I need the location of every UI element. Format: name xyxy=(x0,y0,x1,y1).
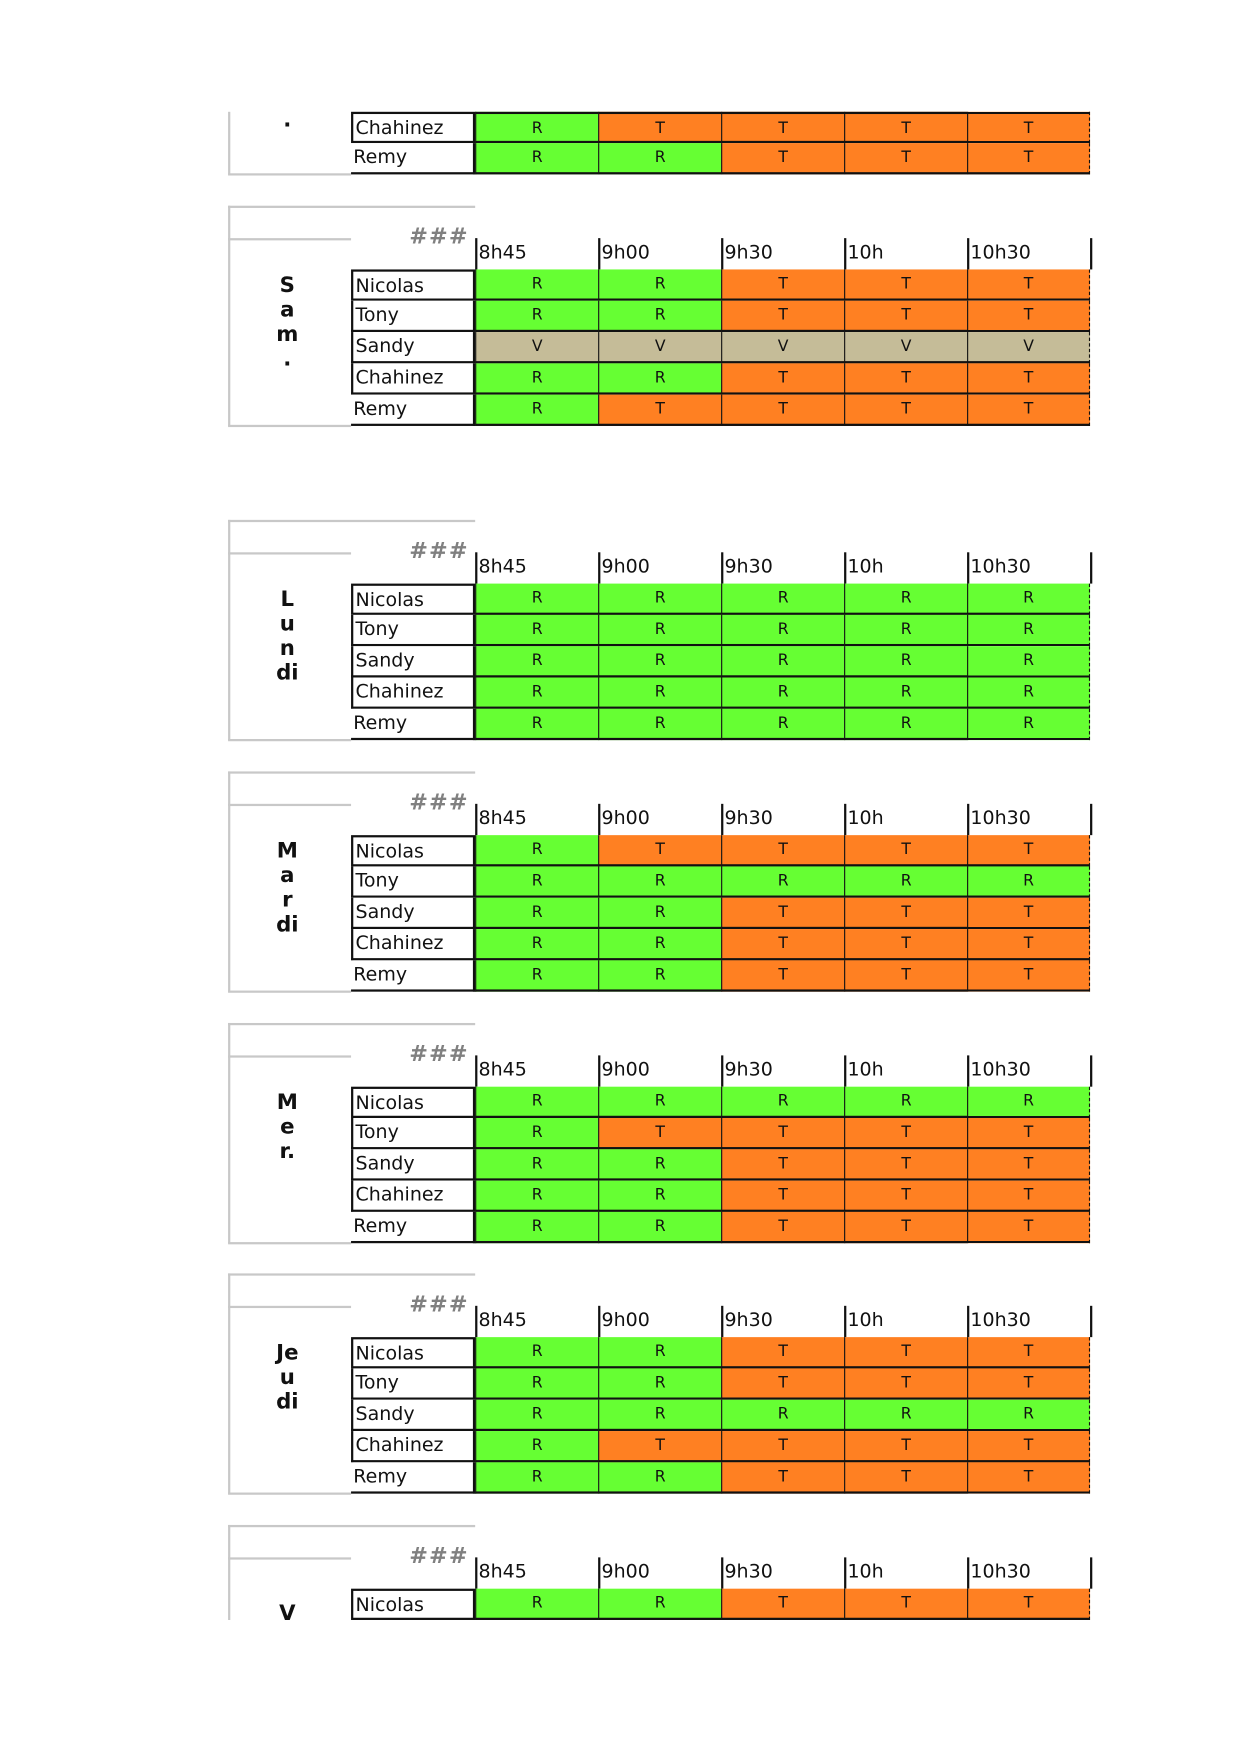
schedule-cell: R xyxy=(598,1589,721,1620)
time-header: 9h30 xyxy=(724,1309,773,1332)
schedule-cell: R xyxy=(475,395,598,426)
time-tick xyxy=(721,804,723,835)
schedule-cell: T xyxy=(721,143,844,174)
hash-overflow: ### xyxy=(409,536,469,564)
frame-line xyxy=(228,739,351,741)
schedule-cell: T xyxy=(967,929,1090,960)
schedule-cell: T xyxy=(721,269,844,300)
employee-name: Tony xyxy=(351,866,475,897)
schedule-cell: R xyxy=(475,709,598,740)
frame-line xyxy=(228,520,475,522)
schedule-cell: R xyxy=(475,960,598,991)
schedule-cell: T xyxy=(844,929,967,960)
schedule-cell: R xyxy=(598,960,721,991)
schedule-cell: R xyxy=(475,835,598,866)
schedule-cell: T xyxy=(721,1181,844,1212)
time-header: 10h xyxy=(847,1560,884,1584)
time-tick xyxy=(598,804,600,835)
schedule-cell: T xyxy=(844,1181,967,1212)
schedule-cell: R xyxy=(967,584,1090,615)
time-tick xyxy=(475,1557,477,1588)
schedule-cell: T xyxy=(967,1589,1090,1620)
schedule-cell: R xyxy=(598,898,721,929)
time-header: 9h00 xyxy=(601,241,650,264)
schedule-cell: R xyxy=(844,1400,967,1431)
schedule-cell: R xyxy=(475,1118,598,1149)
time-header: 9h30 xyxy=(724,1058,773,1082)
schedule-cell: T xyxy=(967,898,1090,929)
employee-name: Chahinez xyxy=(351,112,475,143)
frame-line xyxy=(228,1306,351,1308)
hash-overflow: ### xyxy=(409,1541,469,1569)
employee-name: Tony xyxy=(351,1368,475,1399)
schedule-cell: R xyxy=(475,646,598,677)
schedule-cell: T xyxy=(844,898,967,929)
time-header: 9h00 xyxy=(601,1058,650,1082)
time-header: 10h30 xyxy=(970,1560,1031,1584)
schedule-cell: R xyxy=(598,1368,721,1399)
schedule-cell: R xyxy=(475,1400,598,1431)
schedule-cell: R xyxy=(844,615,967,646)
schedule-cell: T xyxy=(967,1431,1090,1462)
schedule-cell: T xyxy=(721,1431,844,1462)
time-header: 9h30 xyxy=(724,1560,773,1584)
schedule-cell: R xyxy=(475,1087,598,1118)
time-tick xyxy=(1090,552,1092,583)
time-header: 9h30 xyxy=(724,807,773,830)
day-label: V xyxy=(279,1600,296,1626)
schedule-cell: R xyxy=(721,584,844,615)
schedule-cell: R xyxy=(475,363,598,394)
time-tick xyxy=(967,552,969,583)
schedule-cell: R xyxy=(967,866,1090,897)
time-header: 9h00 xyxy=(601,555,650,579)
schedule-cell: R xyxy=(967,1087,1090,1118)
schedule-cell: R xyxy=(475,1368,598,1399)
schedule-cell: T xyxy=(967,363,1090,394)
employee-name: Remy xyxy=(351,395,475,426)
frame-line xyxy=(228,206,475,208)
time-tick xyxy=(1090,238,1092,269)
time-tick xyxy=(844,1557,846,1588)
schedule-cell: R xyxy=(967,1400,1090,1431)
schedule-cell: T xyxy=(721,363,844,394)
schedule-cell: T xyxy=(721,898,844,929)
time-tick xyxy=(598,552,600,583)
employee-name: Chahinez xyxy=(351,678,475,709)
time-tick xyxy=(721,238,723,269)
day-label: Lundi xyxy=(276,586,299,686)
frame-line xyxy=(228,1273,475,1275)
time-header: 9h00 xyxy=(601,807,650,830)
schedule-cell: R xyxy=(475,1589,598,1620)
schedule-cell: R xyxy=(475,1181,598,1212)
time-header: 8h45 xyxy=(478,241,527,264)
schedule-cell: R xyxy=(475,584,598,615)
schedule-cell: R xyxy=(967,646,1090,677)
schedule-cell: R xyxy=(598,584,721,615)
time-tick xyxy=(844,238,846,269)
schedule-cell: R xyxy=(721,709,844,740)
time-tick xyxy=(844,552,846,583)
day-label: Mer. xyxy=(276,1090,298,1164)
schedule-cell: T xyxy=(967,1181,1090,1212)
schedule-cell: R xyxy=(721,1087,844,1118)
time-header: 10h30 xyxy=(970,1309,1031,1332)
schedule-cell: T xyxy=(844,1337,967,1368)
employee-name: Tony xyxy=(351,301,475,332)
schedule-cell: R xyxy=(598,1462,721,1493)
time-tick xyxy=(1090,1557,1092,1588)
time-header: 9h30 xyxy=(724,555,773,579)
schedule-cell: R xyxy=(475,929,598,960)
schedule-cell: T xyxy=(844,363,967,394)
schedule-cell: R xyxy=(475,301,598,332)
employee-name: Chahinez xyxy=(351,363,475,394)
employee-name: Chahinez xyxy=(351,1431,475,1462)
schedule-cell: T xyxy=(967,1149,1090,1180)
frame-line xyxy=(228,552,351,554)
schedule-cell: R xyxy=(598,646,721,677)
schedule-cell: T xyxy=(721,1212,844,1243)
schedule-cell: T xyxy=(844,835,967,866)
day-label: . xyxy=(283,107,292,132)
time-tick xyxy=(1090,1055,1092,1086)
schedule-cell: T xyxy=(844,269,967,300)
schedule-cell: R xyxy=(967,615,1090,646)
schedule-cell: R xyxy=(598,301,721,332)
schedule-cell: R xyxy=(598,1181,721,1212)
schedule-cell: R xyxy=(475,143,598,174)
time-header: 8h45 xyxy=(478,1058,527,1082)
employee-name: Remy xyxy=(351,1462,475,1493)
time-header: 9h00 xyxy=(601,1560,650,1584)
schedule-cell: R xyxy=(844,709,967,740)
time-tick xyxy=(598,1055,600,1086)
schedule-cell: T xyxy=(721,395,844,426)
schedule-cell: T xyxy=(844,1462,967,1493)
schedule-cell: T xyxy=(844,301,967,332)
schedule-cell: R xyxy=(844,584,967,615)
schedule-cell: R xyxy=(475,1431,598,1462)
schedule-cell: T xyxy=(721,1149,844,1180)
schedule-cell: T xyxy=(598,835,721,866)
schedule-cell: T xyxy=(967,1212,1090,1243)
time-tick xyxy=(721,1055,723,1086)
schedule-cell: R xyxy=(844,1087,967,1118)
time-tick xyxy=(1090,804,1092,835)
hash-overflow: ### xyxy=(409,1039,469,1067)
employee-name: Nicolas xyxy=(351,1337,475,1368)
schedule-cell: T xyxy=(967,301,1090,332)
schedule-cell: R xyxy=(721,678,844,709)
time-tick xyxy=(475,1306,477,1337)
schedule-cell: T xyxy=(844,1118,967,1149)
frame-line xyxy=(228,112,230,175)
time-tick xyxy=(721,1557,723,1588)
schedule-cell: R xyxy=(721,646,844,677)
employee-name: Nicolas xyxy=(351,835,475,866)
schedule-cell: R xyxy=(598,1212,721,1243)
schedule-cell: T xyxy=(598,395,721,426)
time-tick xyxy=(475,804,477,835)
frame-line xyxy=(228,173,351,175)
day-label: Mardi xyxy=(276,838,299,937)
schedule-cell: T xyxy=(844,1149,967,1180)
time-tick xyxy=(475,238,477,269)
schedule-cell: R xyxy=(475,1462,598,1493)
schedule-cell: R xyxy=(844,678,967,709)
schedule-cell: R xyxy=(721,1400,844,1431)
time-tick xyxy=(967,238,969,269)
schedule-cell: R xyxy=(475,1337,598,1368)
schedule-cell: T xyxy=(721,1462,844,1493)
schedule-cell: R xyxy=(475,866,598,897)
schedule-cell: T xyxy=(721,1118,844,1149)
frame-line xyxy=(228,1242,351,1244)
schedule-cell: T xyxy=(844,395,967,426)
frame-line xyxy=(228,1557,351,1559)
day-label: Jeudi xyxy=(276,1340,299,1415)
employee-name: Chahinez xyxy=(351,1181,475,1212)
frame-line xyxy=(228,425,351,427)
frame-line xyxy=(228,1023,475,1025)
time-tick xyxy=(475,1055,477,1086)
schedule-cell: T xyxy=(721,112,844,143)
schedule-cell: T xyxy=(967,395,1090,426)
schedule-cell: R xyxy=(598,363,721,394)
schedule-cell: R xyxy=(598,269,721,300)
time-header: 8h45 xyxy=(478,555,527,579)
frame-line xyxy=(228,1525,230,1620)
employee-name: Sandy xyxy=(351,646,475,677)
frame-line xyxy=(228,804,351,806)
employee-name: Sandy xyxy=(351,1149,475,1180)
schedule-cell: T xyxy=(967,112,1090,143)
time-tick xyxy=(475,552,477,583)
schedule-cell: R xyxy=(721,615,844,646)
schedule-cell: T xyxy=(598,1118,721,1149)
schedule-cell: T xyxy=(967,1368,1090,1399)
time-header: 10h30 xyxy=(970,807,1031,830)
schedule-cell: R xyxy=(475,112,598,143)
employee-name: Tony xyxy=(351,1118,475,1149)
schedule-cell: V xyxy=(844,332,967,363)
schedule-cell: R xyxy=(598,143,721,174)
schedule-cell: T xyxy=(721,929,844,960)
employee-name: Nicolas xyxy=(351,1087,475,1118)
time-header: 10h xyxy=(847,1309,884,1332)
frame-line xyxy=(228,771,475,773)
schedule-cell: T xyxy=(721,301,844,332)
schedule-cell: T xyxy=(967,143,1090,174)
schedule-cell: V xyxy=(598,332,721,363)
time-header: 10h xyxy=(847,807,884,830)
schedule-cell: T xyxy=(721,960,844,991)
day-label: Sam. xyxy=(276,272,299,372)
time-tick xyxy=(967,1557,969,1588)
schedule-cell: R xyxy=(475,678,598,709)
schedule-cell: T xyxy=(844,143,967,174)
schedule-cell: R xyxy=(475,269,598,300)
employee-name: Chahinez xyxy=(351,929,475,960)
schedule-cell: V xyxy=(475,332,598,363)
time-tick xyxy=(967,1055,969,1086)
frame-line xyxy=(228,1493,351,1495)
schedule-cell: T xyxy=(967,1462,1090,1493)
schedule-cell: T xyxy=(721,1589,844,1620)
schedule-cell: T xyxy=(967,960,1090,991)
employee-name: Remy xyxy=(351,143,475,174)
time-tick xyxy=(844,1055,846,1086)
employee-name: Tony xyxy=(351,615,475,646)
schedule-cell: R xyxy=(598,678,721,709)
schedule-cell: T xyxy=(967,269,1090,300)
schedule-cell: T xyxy=(721,1368,844,1399)
schedule-cell: R xyxy=(475,1149,598,1180)
schedule-cell: T xyxy=(598,112,721,143)
schedule-cell: R xyxy=(844,866,967,897)
time-tick xyxy=(1090,1306,1092,1337)
schedule-cell: R xyxy=(598,615,721,646)
frame-line xyxy=(228,1055,351,1057)
time-header: 10h30 xyxy=(970,1058,1031,1082)
time-header: 8h45 xyxy=(478,1309,527,1332)
time-tick xyxy=(844,1306,846,1337)
time-tick xyxy=(598,1306,600,1337)
time-header: 10h30 xyxy=(970,555,1031,579)
schedule-cell: R xyxy=(844,646,967,677)
schedule-cell: R xyxy=(598,1337,721,1368)
time-header: 10h xyxy=(847,241,884,264)
hash-overflow: ### xyxy=(409,222,469,250)
time-header: 10h30 xyxy=(970,241,1031,264)
schedule-cell: R xyxy=(475,615,598,646)
schedule-cell: T xyxy=(844,112,967,143)
schedule-cell: T xyxy=(844,1431,967,1462)
schedule-cell: V xyxy=(967,332,1090,363)
schedule-cell: T xyxy=(844,1212,967,1243)
frame-line xyxy=(228,238,351,240)
schedule-cell: T xyxy=(844,960,967,991)
schedule-cell: T xyxy=(844,1589,967,1620)
frame-line xyxy=(228,1525,475,1527)
employee-name: Nicolas xyxy=(351,269,475,300)
employee-name: Nicolas xyxy=(351,1589,475,1620)
schedule-cell: R xyxy=(967,709,1090,740)
schedule-cell: R xyxy=(721,866,844,897)
time-header: 9h30 xyxy=(724,241,773,264)
time-tick xyxy=(967,804,969,835)
schedule-cell: R xyxy=(598,1087,721,1118)
time-tick xyxy=(598,1557,600,1588)
schedule-cell: R xyxy=(475,1212,598,1243)
schedule-cell: T xyxy=(844,1368,967,1399)
employee-name: Remy xyxy=(351,960,475,991)
time-header: 8h45 xyxy=(478,1560,527,1584)
time-tick xyxy=(598,238,600,269)
time-header: 8h45 xyxy=(478,807,527,830)
schedule-cell: R xyxy=(967,678,1090,709)
employee-name: Nicolas xyxy=(351,584,475,615)
schedule-cell: V xyxy=(721,332,844,363)
hash-overflow: ### xyxy=(409,1290,469,1318)
employee-name: Remy xyxy=(351,709,475,740)
schedule-cell: T xyxy=(967,835,1090,866)
employee-name: Sandy xyxy=(351,332,475,363)
schedule-cell: R xyxy=(598,709,721,740)
schedule-cell: T xyxy=(721,835,844,866)
time-header: 9h00 xyxy=(601,1309,650,1332)
schedule-cell: R xyxy=(598,1149,721,1180)
employee-name: Sandy xyxy=(351,1400,475,1431)
hash-overflow: ### xyxy=(409,788,469,816)
schedule-cell: R xyxy=(598,1400,721,1431)
time-tick xyxy=(721,1306,723,1337)
employee-name: Sandy xyxy=(351,898,475,929)
schedule-cell: T xyxy=(598,1431,721,1462)
schedule-cell: R xyxy=(598,866,721,897)
time-header: 10h xyxy=(847,1058,884,1082)
employee-name: Remy xyxy=(351,1212,475,1243)
time-tick xyxy=(967,1306,969,1337)
schedule-cell: T xyxy=(721,1337,844,1368)
time-header: 10h xyxy=(847,555,884,579)
schedule-cell: R xyxy=(475,898,598,929)
frame-line xyxy=(228,991,351,993)
schedule-cell: T xyxy=(967,1118,1090,1149)
time-tick xyxy=(721,552,723,583)
schedule-cell: T xyxy=(967,1337,1090,1368)
schedule-cell: R xyxy=(598,929,721,960)
time-tick xyxy=(844,804,846,835)
